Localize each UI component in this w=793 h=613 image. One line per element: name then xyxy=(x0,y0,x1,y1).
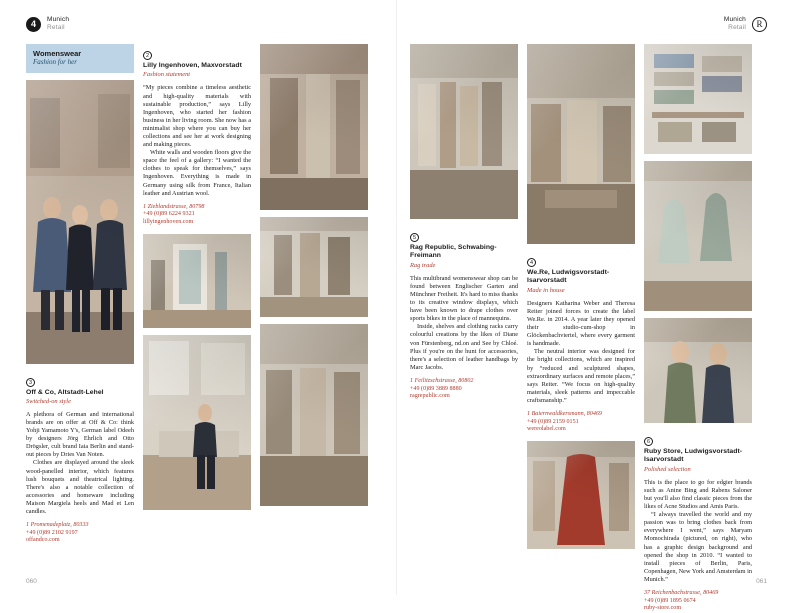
right-column-2 xyxy=(527,44,635,613)
contact-website[interactable]: ragrepublic.com xyxy=(410,393,450,400)
entry-number-6: 6 xyxy=(644,437,653,446)
section-number-badge: 4 xyxy=(26,17,41,32)
photo-art xyxy=(644,318,752,423)
contact-phone: +49 (0)89 2102 9197 xyxy=(26,529,78,536)
entry-contact-6 xyxy=(644,590,752,613)
contact-phone: +49 (0)89 1895 0674 xyxy=(644,597,696,604)
running-head-text xyxy=(47,16,69,32)
entry-title-6: Ruby Store, Ludwigsvorstadt-Isarvorstadt xyxy=(644,448,743,464)
photo-art xyxy=(527,44,635,244)
left-page xyxy=(0,0,396,595)
entry-subtitle-6: Polished selection xyxy=(644,465,691,473)
entry-subtitle-5: Rag trade xyxy=(410,261,436,269)
contact-address: 1 Zieblandstrasse, 80798 xyxy=(143,203,205,210)
right-columns xyxy=(410,44,767,613)
brand-mark: R xyxy=(752,17,767,32)
bright-interior-doorway xyxy=(143,234,251,328)
entry-number-3: 3 xyxy=(26,378,35,387)
entry-number-2: 2 xyxy=(143,51,152,60)
boutique-interior-wide xyxy=(260,324,368,506)
left-columns xyxy=(26,44,382,545)
contact-phone: +49 (0)89 3889 8880 xyxy=(410,385,462,392)
section-tag xyxy=(26,44,134,73)
clothing-rail-close xyxy=(410,44,518,219)
running-head-left xyxy=(26,14,382,34)
contact-address: 1 Baiernwaldkersmann, 80469 xyxy=(527,411,602,418)
folded-knitwear-shelf xyxy=(644,44,752,154)
entry-contact-3 xyxy=(26,522,134,545)
entry-paragraph: White walls and wooden floors give the space the feel of a gallery: “I wanted the clothes to speak for themselves,” says Ingenhoven. Everything is made in Germany using silk from France, Italian leather and Austrian wool. xyxy=(143,149,251,197)
right-page xyxy=(396,0,793,612)
entry-title-3: Off & Co, Altstadt-Lehel xyxy=(26,388,104,396)
woman-folding-clothes xyxy=(143,335,251,510)
entry-number-4: 4 xyxy=(527,258,536,267)
entry-paragraph: “I always travelled the world and my passion was to bring clothes back from everywhere I went,” says Maryam Momochirada (pictured, on right), who has a graphic design background and opened the shop in 2010. “I wanted to install pieces of Berlin, Paris, Copenhagen, New York and Amsterdam in Munich.” xyxy=(644,511,752,583)
entry-number-5: 5 xyxy=(410,233,419,242)
entry-subtitle-4: Made in house xyxy=(527,286,565,294)
left-column-1 xyxy=(26,44,134,545)
left-column-2 xyxy=(143,44,251,545)
running-head-line2: Retail xyxy=(47,24,65,31)
entry-subtitle-2: Fashion statement xyxy=(143,71,191,79)
entry-paragraph: This is the place to go for edgier brands such as Anine Bing and Rabens Saloner but you'll also find classic pieces from the likes of Acne Studios and Amis Paris. xyxy=(644,478,752,511)
entry-contact-4 xyxy=(527,411,635,434)
entry-paragraph: A plethora of German and international brands are on offer at Off & Co: think Yohji Yamamoto Y's, German label Odeeh by designers Jörg Ehrlich and Otto Drögsler, cult brand Iaia Berlin and stand-out pieces by Dries Van Noten. xyxy=(26,410,134,459)
contact-website[interactable]: ruby-store.com xyxy=(644,605,682,612)
entry-contact-5 xyxy=(410,378,518,401)
photo-art xyxy=(143,335,251,510)
photo-art xyxy=(143,234,251,328)
contact-website[interactable]: offandco.com xyxy=(26,537,60,544)
contact-website[interactable]: lillyingenhoven.com xyxy=(143,218,194,225)
contact-phone: +49 (0)89 2159 0151 xyxy=(527,418,579,425)
entry-contact-2 xyxy=(143,204,251,227)
running-head-text xyxy=(724,16,746,32)
entry-title-5: Rag Republic, Schwabing-Freimann xyxy=(410,244,497,260)
two-women-portrait xyxy=(644,318,752,423)
photo-art xyxy=(260,217,368,317)
photo-art xyxy=(26,80,134,364)
handbags-on-hooks xyxy=(644,161,752,311)
left-column-3 xyxy=(260,44,368,545)
right-column-1 xyxy=(410,44,518,613)
shop-window-display xyxy=(260,44,368,210)
running-head-line1: Munich xyxy=(47,16,70,23)
section-tag-title: Womenswear xyxy=(33,49,82,58)
running-head-line2: Retail xyxy=(728,24,746,31)
running-head-line1: Munich xyxy=(723,16,746,23)
entry-subtitle-3: Switched-on style xyxy=(26,397,71,405)
entry-paragraph: Designers Katharina Weber and Theresa Reiter joined forces to create the label We.Re. in 2014. A year later they opened their studio-cum-shop in Glöckenbachviertel, where every garment is handmade. xyxy=(527,299,635,348)
entry-paragraph: Clothes are displayed around the sleek wood-panelled interior, which features lush bouquets and theatrical lighting. There's also a notable collection of accessories and homeware including Maison Margiela heels and Mad et Len candles. xyxy=(26,459,134,516)
photo-art xyxy=(644,161,752,311)
photo-art xyxy=(644,44,752,154)
photo-art xyxy=(260,44,368,210)
right-column-3 xyxy=(644,44,752,613)
photo-art xyxy=(260,324,368,506)
three-people-in-shop xyxy=(26,80,134,364)
folio-right: 061 xyxy=(756,578,767,585)
mannequins-and-rail xyxy=(260,217,368,317)
entry-title-4: We.Re, Ludwigsvorstadt-Isarvorstadt xyxy=(527,269,610,285)
entry-paragraph: The neutral interior was designed for the bright collections, which are inspired by “reduced and sculptured shapes, extraordinary surfaces and remote places,” says Reiter. “We focus on high-quality materials, sleek patterns and impeccable craftsmanship.” xyxy=(527,348,635,404)
entry-paragraph: Inside, shelves and clothing racks carry colourful creations by the likes of Diane von Fürstenberg, nd.on and See by Chloé. Plus if you're on the hunt for accessories, there's a selection of leather handbags by Marc Jacobs. xyxy=(410,323,518,371)
contact-website[interactable]: wereolabel.com xyxy=(527,426,566,433)
folio-left: 060 xyxy=(26,578,37,585)
red-dress-on-rail xyxy=(527,441,635,549)
entry-title-2: Lilly Ingenhoven, Maxvorstadt xyxy=(143,62,242,69)
photo-art xyxy=(410,44,518,219)
photo-art xyxy=(527,441,635,549)
entry-paragraph: “My pieces combine a timeless aesthetic and high-quality materials with sustainable production,” says Lilly Ingenhoven, who started her fashion business in her living room. She now has a minimalist shop where you can buy her collections and see her at work designing and making pieces. xyxy=(143,84,251,149)
section-tag-subtitle: Fashion for her xyxy=(33,58,77,66)
boutique-interior-wide-2 xyxy=(527,44,635,244)
contact-address: 37 Reichenbachstrasse, 80469 xyxy=(644,590,719,597)
contact-address: 1 Promenadeplatz, 80333 xyxy=(26,522,89,529)
contact-address: 1 Feilitzschstrasse, 80802 xyxy=(410,377,474,384)
contact-phone: +49 (0)89 6224 9321 xyxy=(143,211,195,218)
entry-paragraph: This multibrand womenswear shop can be found between Englischer Garten and Münchner Freiheit. It's hard to miss thanks to its creative window displays, which have been known to drape clothes over sports bikes in the place of mannequins. xyxy=(410,274,518,323)
running-head-right xyxy=(410,14,767,34)
